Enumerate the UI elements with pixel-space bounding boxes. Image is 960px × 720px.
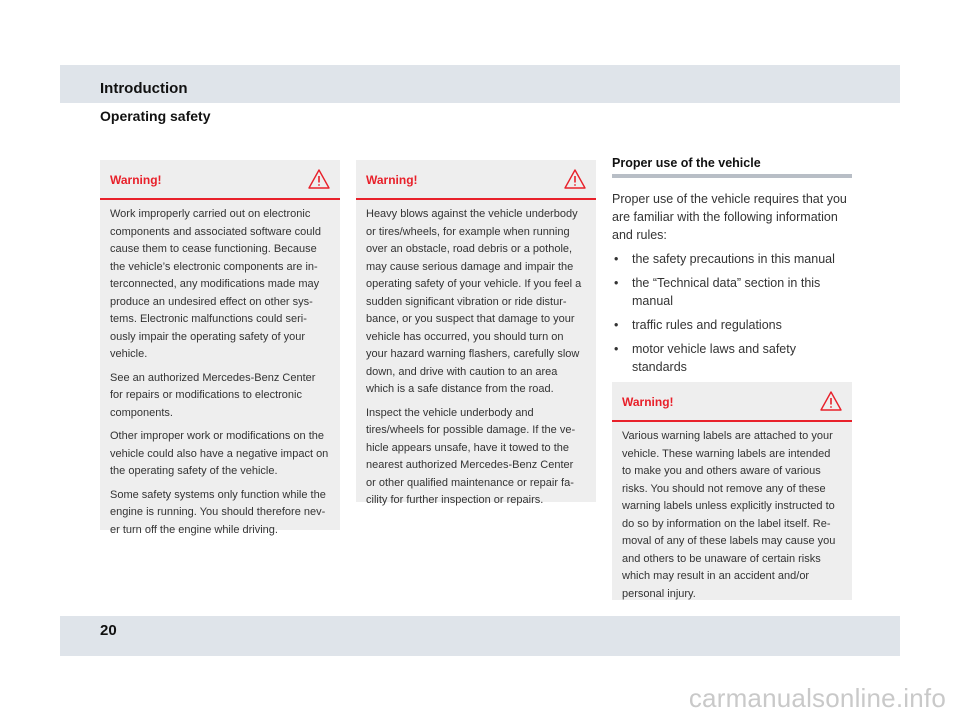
footer-band	[60, 616, 900, 656]
warning-body	[612, 422, 852, 615]
page-number: 20	[100, 622, 117, 639]
warning-paragraph: Work improperly carried out on electronic components and associated software could cause them to cease functioning. Because the vehicle’s electronic components are in-terconnected, any modifications made may produce an undesired effect on other sys-tems. Electronic malfunctions could seri-ously impair the operating safety of your vehicle.	[110, 208, 321, 360]
watermark: carmanualsonline.info	[688, 683, 946, 713]
warning-box-labels	[612, 382, 852, 600]
proper-use-heading: Proper use of the vehicle	[612, 156, 852, 178]
warning-header	[100, 160, 340, 200]
bullet-icon: •	[614, 276, 619, 290]
warning-triangle-icon	[820, 391, 842, 411]
list-item	[612, 274, 852, 310]
warning-body	[356, 200, 596, 522]
bullet-icon: •	[614, 252, 619, 266]
warning-title: Warning!	[622, 395, 674, 409]
list-item	[612, 316, 852, 334]
list-item-text: motor vehicle laws and safety standards	[632, 342, 796, 374]
warning-paragraph: Some safety systems only function while the engine is running. You should therefore nev-er turn off the engine while driving.	[110, 488, 326, 536]
section-title: Introduction	[100, 80, 188, 97]
warning-box-heavy-blows	[356, 160, 596, 506]
proper-use-intro: Proper use of the vehicle requires that you are familiar with the following information and rules:	[612, 192, 847, 242]
list-item-text: traffic rules and regulations	[632, 318, 782, 332]
proper-use-list	[612, 250, 852, 376]
warning-body	[100, 200, 340, 551]
subsection-title: Operating safety	[100, 108, 211, 124]
warning-header	[612, 382, 852, 422]
list-item	[612, 250, 852, 268]
list-item	[612, 340, 852, 376]
warning-title: Warning!	[110, 173, 162, 187]
warning-paragraph: See an authorized Mercedes-Benz Center for repairs or modifications to electronic components.	[110, 371, 316, 419]
list-item-text: the “Technical data” section in this manual	[632, 276, 821, 308]
warning-paragraph: Heavy blows against the vehicle underbody or tires/wheels, for example when running over an obstacle, road debris or a pothole, may cause serious damage and impair the operating safety of your vehicle. If you feel a sudden significant vibration or ride distur-bance, or you suspect that damage to your vehicle has occurred, you should turn on your hazard warning flashers, carefully slow down, and drive with caution to an area which is a safe distance from the road.	[366, 208, 582, 395]
warning-box-electronics	[100, 160, 340, 536]
warning-triangle-icon	[564, 169, 586, 189]
warning-header	[356, 160, 596, 200]
warning-paragraph: Other improper work or modifications on the vehicle could also have a negative impact on the operating safety of the vehicle.	[110, 430, 329, 477]
bullet-icon: •	[614, 318, 619, 332]
warning-paragraph: Inspect the vehicle underbody and tires/wheels for possible damage. If the ve-hicle appears unsafe, have it towed to the nearest authorized Mercedes-Benz Center or other qualified maintenance or repair fa-cility for further inspection or repairs.	[366, 406, 576, 506]
proper-use-section	[612, 156, 852, 382]
warning-paragraph: Various warning labels are attached to your vehicle. These warning labels are intended to make you and others aware of various risks. You should not remove any of these warning labels unless explicitly instructed to do so by information on the label itself. Re-moval of any of these labels may cause you and others to be unaware of certain risks which may result in an accident and/or personal injury.	[622, 430, 836, 600]
warning-title: Warning!	[366, 173, 418, 187]
warning-triangle-icon	[308, 169, 330, 189]
list-item-text: the safety precautions in this manual	[632, 252, 835, 266]
bullet-icon: •	[614, 342, 619, 356]
